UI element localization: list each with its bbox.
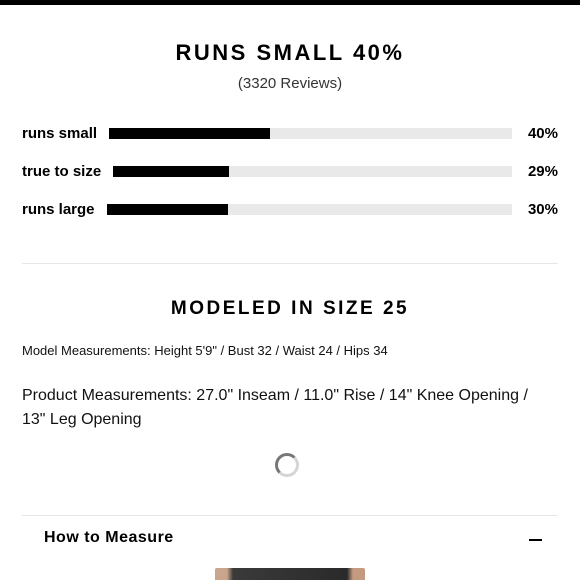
measure-guide-image [215,568,365,580]
fit-bar-track [107,204,512,215]
accordion-title: How to Measure [44,529,174,546]
fit-percent: 29% [527,162,558,180]
minus-icon[interactable] [529,539,542,541]
fit-bar-fill [109,128,270,139]
fit-row-true-to-size [22,161,558,181]
fit-bar-fill [113,166,229,177]
section-divider [22,263,558,264]
model-measurements: Model Measurements: Height 5'9" / Bust 32 / Waist 24 / Hips 34 [22,343,388,358]
product-measurements: Product Measurements: 27.0" Inseam / 11.0" Rise / 14" Knee Opening / 13" Leg Opening [22,387,528,428]
model-size-title: MODELED IN SIZE 25 [170,298,410,319]
how-to-measure-accordion[interactable] [22,515,558,560]
top-bar [0,0,580,5]
fit-title: RUNS SMALL 40% [175,40,405,65]
fit-bar-fill [107,204,229,215]
loading-spinner-icon [275,453,299,477]
fit-percent: 40% [527,124,558,142]
fit-percent: 30% [527,200,558,218]
fit-label: runs large [22,200,95,218]
fit-row-runs-small [22,123,558,143]
fit-label: runs small [22,124,98,142]
fit-label: true to size [22,162,102,180]
review-count[interactable]: (3320 Reviews) [237,75,343,92]
fit-bar-track [113,166,512,177]
fit-bar-track [109,128,512,139]
fit-row-runs-large [22,199,558,219]
